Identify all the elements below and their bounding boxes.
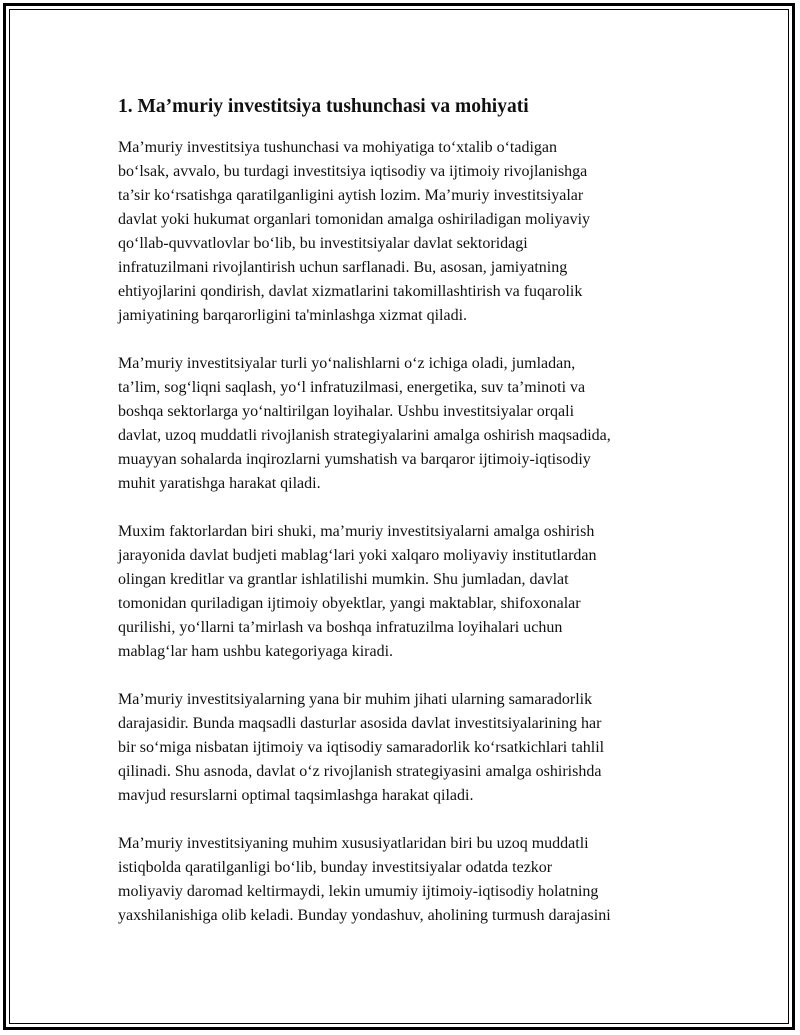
paragraph-line: Ma’muriy investitsiyalarning yana bir muhim jihati ularning samaradorlik [118,691,593,708]
paragraph-line: davlat, uzoq muddatli rivojlanish strategiyalarini amalga oshirish maqsadida, [118,427,611,444]
paragraph-line: bo‘lsak, avvalo, bu turdagi investitsiya iqtisodiy va ijtimoiy rivojlanishga [118,163,588,180]
paragraph-line: muayyan sohalarda inqirozlarni yumshatish va barqaror ijtimoiy-iqtisodiy [118,451,591,468]
paragraph-line: ta’sir ko‘rsatishga qaratilganligini aytish lozim. Ma’muriy investitsiyalar [118,187,584,204]
paragraph-line: Ma’muriy investitsiya tushunchasi va mohiyatiga to‘xtalib o‘tadigan [118,139,558,156]
paragraph [118,832,718,928]
paragraph-line: qurilishi, yo‘llarni ta’mirlash va boshqa infratuzilma loyihalari uchun [118,619,563,636]
section-title: 1. Ma’muriy investitsiya tushunchasi va mohiyati [118,96,529,117]
paragraph-line: jamiyatining barqarorligini ta'minlashga xizmat qiladi. [118,307,468,324]
paragraph-line: qilinadi. Shu asnoda, davlat o‘z rivojlanish strategiyasini amalga oshirishda [118,763,602,780]
paragraph-line: davlat yoki hukumat organlari tomonidan amalga oshiriladigan moliyaviy [118,211,591,228]
paragraph-line: ehtiyojlarini qondirish, davlat xizmatlarini takomillashtirish va fuqarolik [118,283,583,300]
paragraph-line: jarayonida davlat budjeti mablag‘lari yoki xalqaro moliyaviy institutlardan [118,547,597,564]
paragraph-line: Ma’muriy investitsiyalar turli yo‘nalishlarni o‘z ichiga oladi, jumladan, [118,355,576,372]
paragraph [118,136,718,328]
paragraph-line: Muxim faktorlardan biri shuki, ma’muriy investitsiyalarni amalga oshirish [118,523,595,540]
paragraph [118,352,718,496]
paragraph-line: infratuzilmani rivojlantirish uchun sarflanadi. Bu, asosan, jamiyatning [118,259,568,276]
paragraph-line: boshqa sektorlarga yo‘naltirilgan loyihalar. Ushbu investitsiyalar orqali [118,403,575,420]
paragraph-line: mablag‘lar ham ushbu kategoriyaga kiradi. [118,643,394,660]
paragraph-line: mavjud resurslarni optimal taqsimlashga harakat qiladi. [118,787,474,804]
paragraph-line: qo‘llab-quvvatlovlar bo‘lib, bu investitsiyalar davlat sektoridagi [118,235,528,252]
paragraph-line: olingan kreditlar va grantlar ishlatilishi mumkin. Shu jumladan, davlat [118,571,569,588]
paragraph-line: bir so‘miga nisbatan ijtimoiy va iqtisodiy samaradorlik ko‘rsatkichlari tahlil [118,739,605,756]
paragraph-line: tomonidan quriladigan ijtimoiy obyektlar, yangi maktablar, shifoxonalar [118,595,581,612]
paragraph-line: ta’lim, sog‘liqni saqlash, yo‘l infratuzilmasi, energetika, suv ta’minoti va [118,379,586,396]
document-body [118,94,718,952]
paragraph-line: yaxshilanishiga olib keladi. Bunday yondashuv, aholining turmush darajasini [118,907,611,924]
paragraph-line: moliyaviy daromad keltirmaydi, lekin umumiy ijtimoiy-iqtisodiy holatning [118,883,599,900]
paragraph-line: istiqbolda qaratilganligi bo‘lib, bunday investitsiyalar odatda tezkor [118,859,553,876]
paragraphs-container [118,136,718,928]
paragraph-line: muhit yaratishga harakat qiladi. [118,475,321,492]
paragraph-line: darajasidir. Bunda maqsadli dasturlar asosida davlat investitsiyalarining har [118,715,602,732]
paragraph [118,688,718,808]
paragraph-line: Ma’muriy investitsiyaning muhim xususiyatlaridan biri bu uzoq muddatli [118,835,589,852]
paragraph [118,520,718,664]
